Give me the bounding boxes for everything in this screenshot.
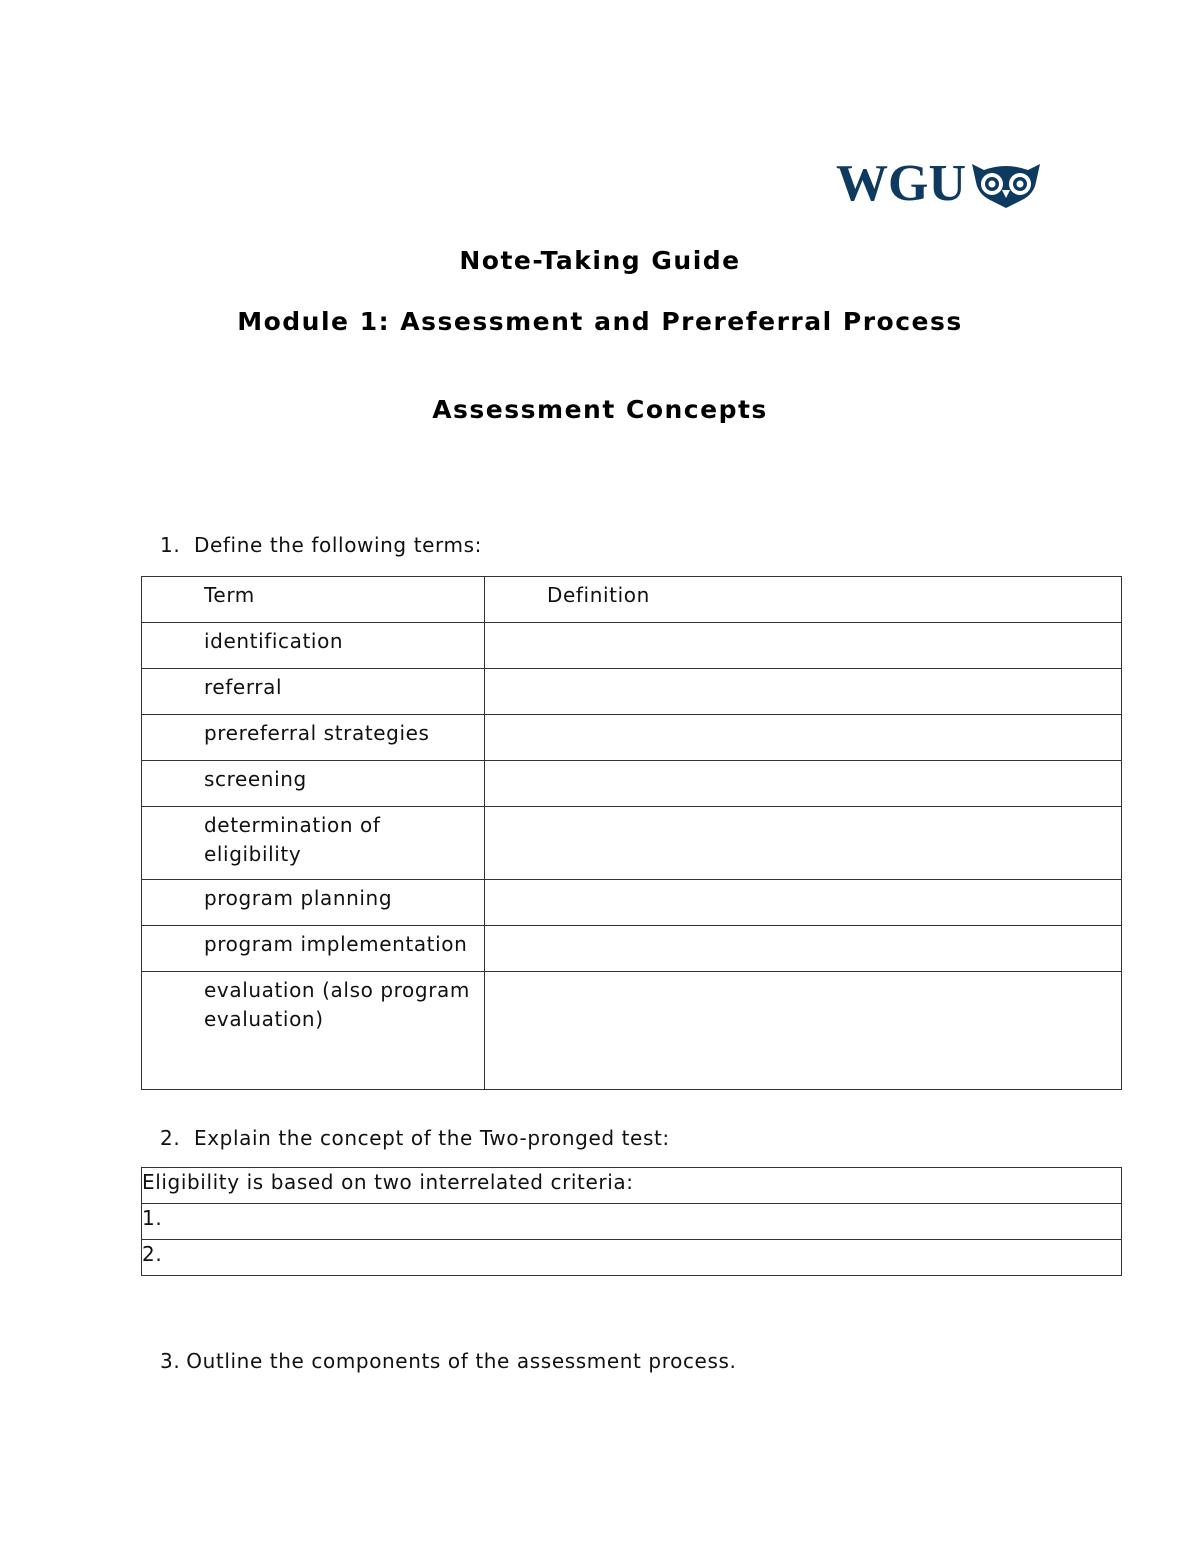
section-title: Assessment Concepts [432, 395, 768, 424]
owl-icon [972, 164, 1040, 208]
wgu-logo-text: WGU [836, 156, 966, 208]
definition-cell[interactable] [485, 972, 1122, 1090]
question-2-number: 2. [160, 1126, 181, 1150]
terms-table-header [142, 577, 1122, 623]
table-row [142, 669, 1122, 715]
definition-cell[interactable] [485, 880, 1122, 926]
criteria-table [141, 1167, 1122, 1276]
table-row [142, 623, 1122, 669]
module-title: Module 1: Assessment and Prereferral Process [237, 307, 963, 336]
table-row [142, 972, 1122, 1090]
term-column-header: Term [142, 577, 485, 623]
wgu-logo [836, 156, 1040, 208]
definition-cell[interactable] [485, 669, 1122, 715]
table-row [142, 715, 1122, 761]
table-row [142, 880, 1122, 926]
definition-cell[interactable] [485, 715, 1122, 761]
criteria-item-cell[interactable]: 1. [142, 1204, 1122, 1240]
definition-column-header: Definition [485, 577, 1122, 623]
term-cell: prereferral strategies [142, 715, 485, 761]
term-cell: program planning [142, 880, 485, 926]
definition-cell[interactable] [485, 761, 1122, 807]
question-1 [160, 533, 482, 557]
question-3 [160, 1349, 736, 1373]
question-2-prompt: Explain the concept of the Two-pronged test: [194, 1126, 670, 1150]
wgu-logo-graphic [836, 156, 1040, 208]
guide-title: Note-Taking Guide [459, 246, 741, 275]
table-row [142, 1204, 1122, 1240]
question-3-number: 3. [160, 1349, 181, 1373]
question-1-number: 1. [160, 533, 181, 557]
term-cell: evaluation (also program evaluation) [142, 972, 485, 1090]
table-row [142, 926, 1122, 972]
definition-cell[interactable] [485, 623, 1122, 669]
term-cell: identification [142, 623, 485, 669]
term-cell: screening [142, 761, 485, 807]
definition-cell[interactable] [485, 926, 1122, 972]
criteria-intro-cell: Eligibility is based on two interrelated criteria: [142, 1168, 1122, 1204]
question-3-prompt: Outline the components of the assessment process. [186, 1349, 737, 1373]
criteria-item-cell[interactable]: 2. [142, 1240, 1122, 1276]
table-row [142, 807, 1122, 880]
term-cell: program implementation [142, 926, 485, 972]
table-row [142, 1168, 1122, 1204]
question-2 [160, 1126, 670, 1150]
terms-table [141, 576, 1122, 1090]
definition-cell[interactable] [485, 807, 1122, 880]
term-cell: referral [142, 669, 485, 715]
question-1-prompt: Define the following terms: [194, 533, 482, 557]
term-cell: determination of eligibility [142, 807, 485, 880]
table-row [142, 761, 1122, 807]
table-row [142, 1240, 1122, 1276]
